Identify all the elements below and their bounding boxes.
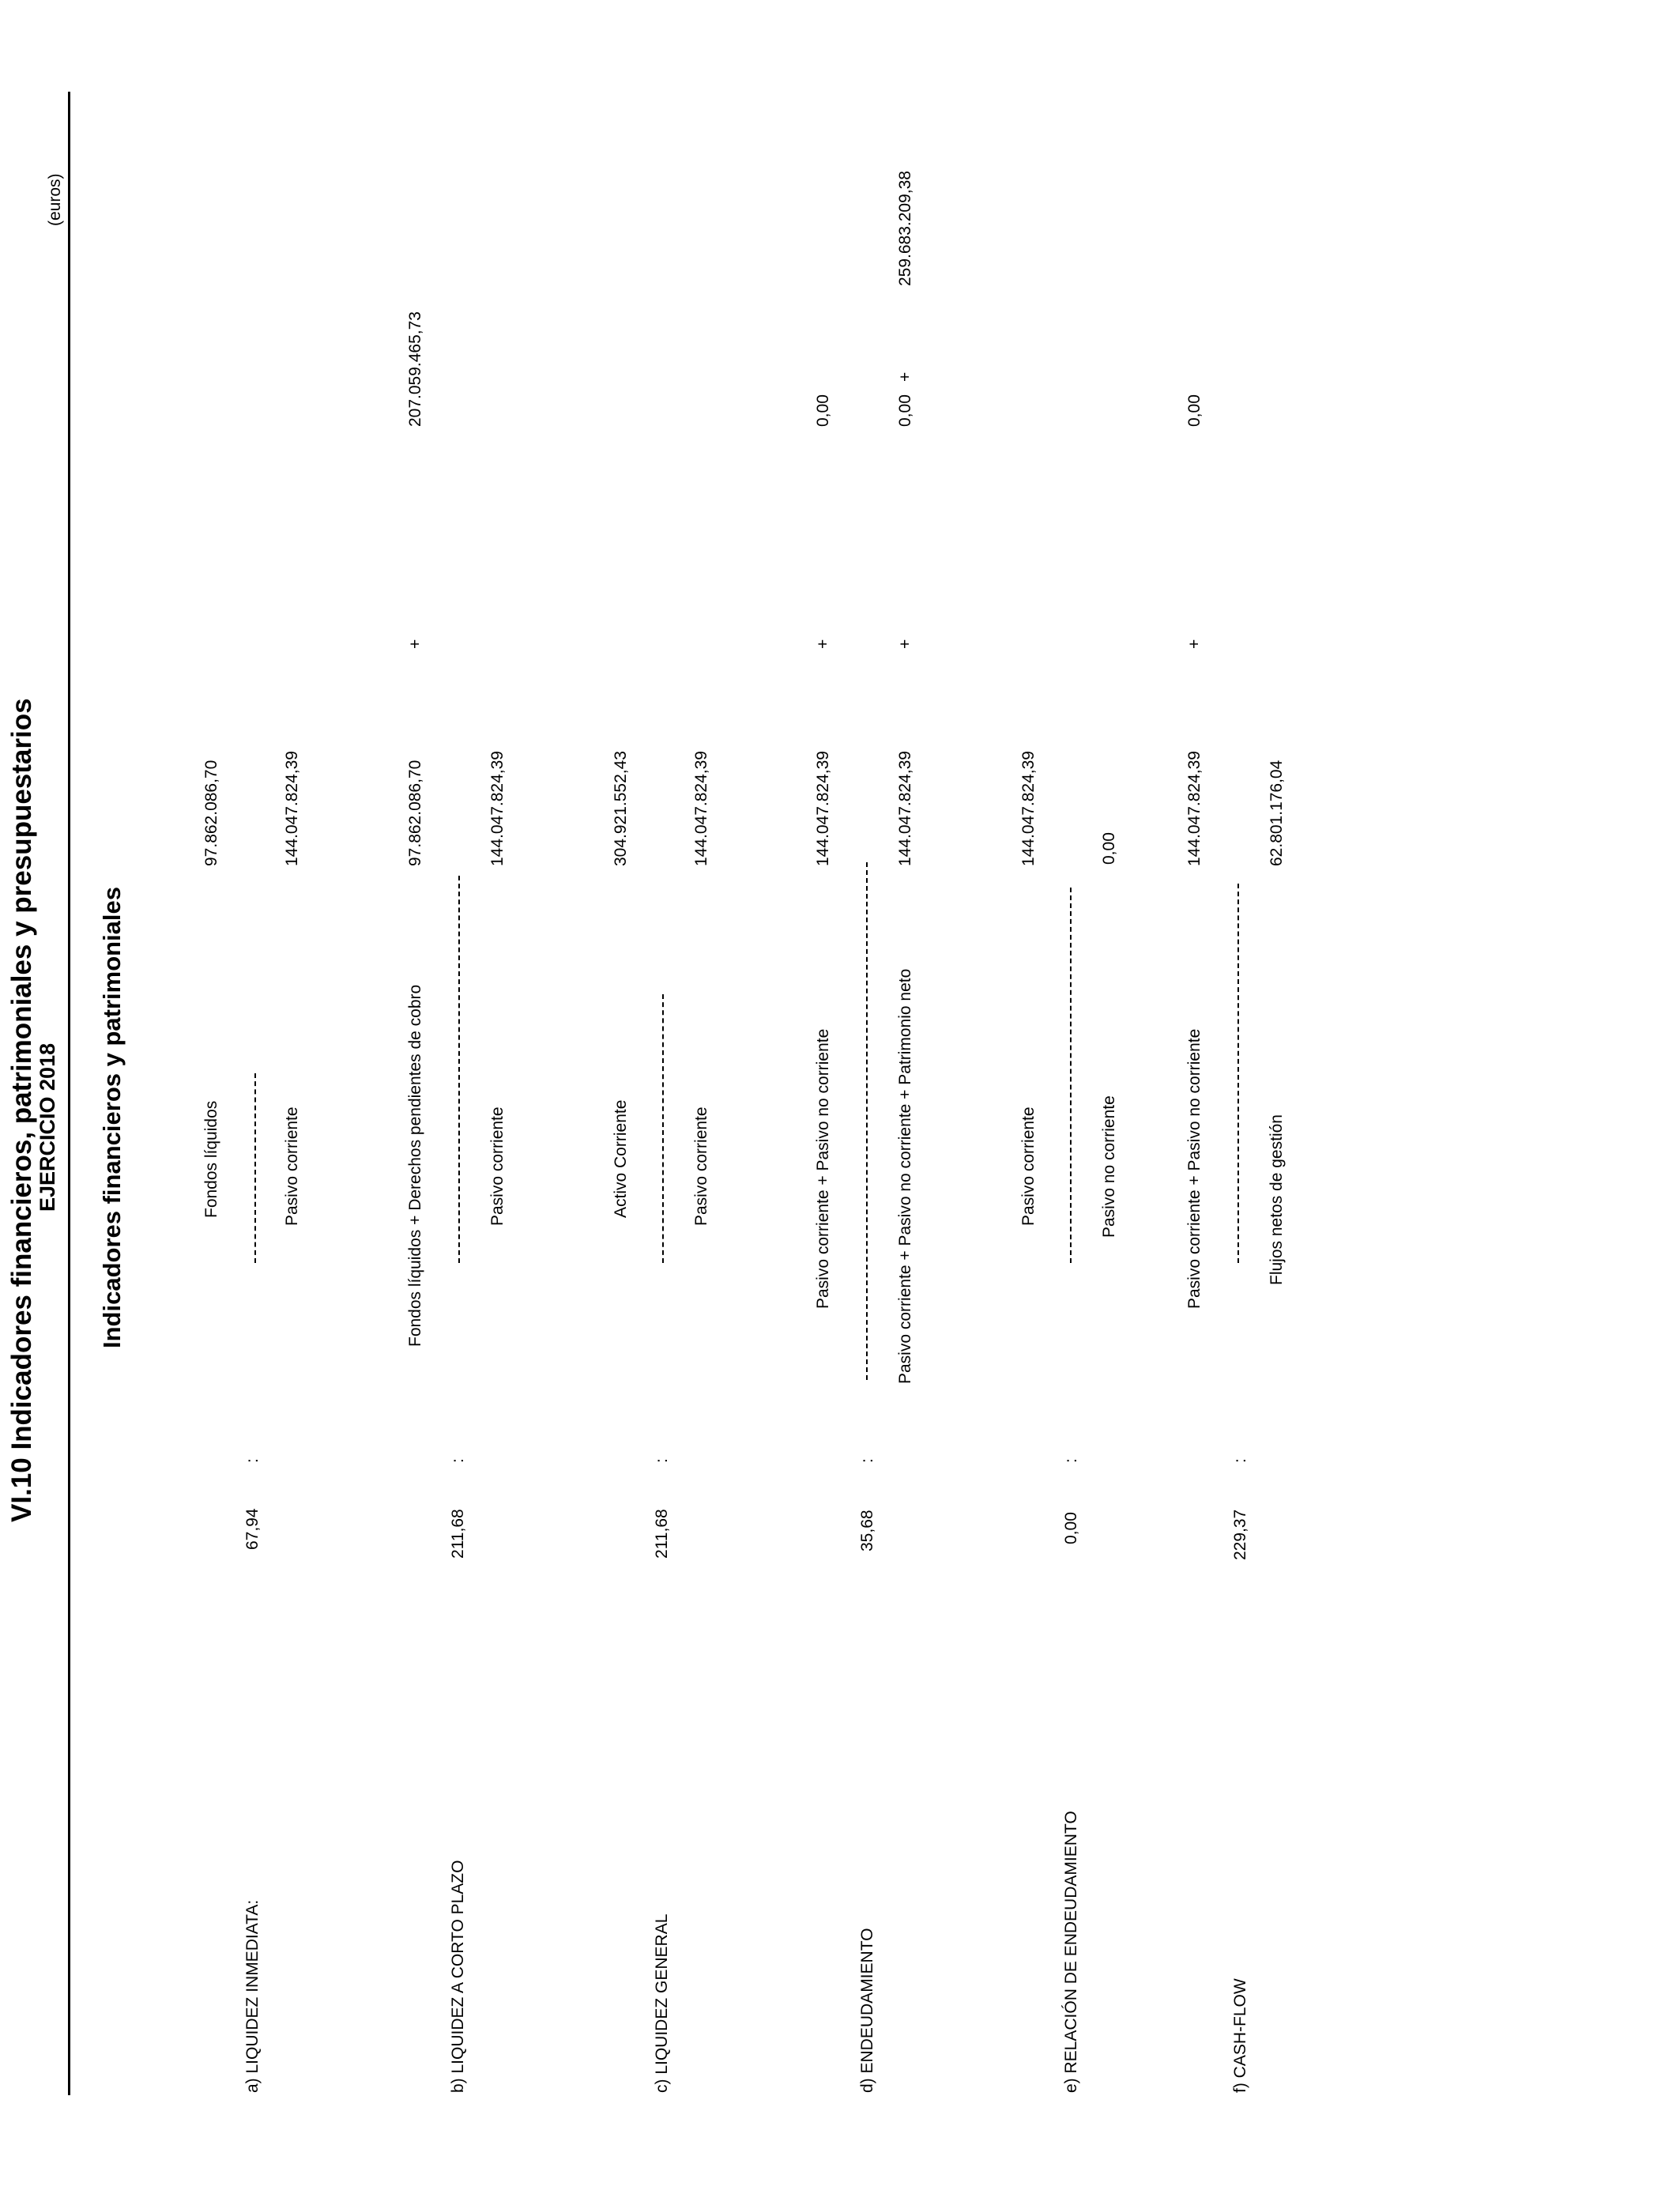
numerator-text: Fondos líquidos + Derechos pendientes de cobro <box>406 984 424 1347</box>
fraction-line <box>254 1073 256 1263</box>
indicator-value: 211,68 <box>653 1509 671 1559</box>
plus-sign: + <box>406 639 424 649</box>
plus-sign: + <box>1185 639 1203 649</box>
denominator-text: Pasivo corriente + Pasivo no corriente + Patrimonio neto <box>896 968 914 1384</box>
header-rule <box>68 92 70 2095</box>
denominator-amount: 144.047.824,39 <box>283 751 301 866</box>
plus-sign: + <box>814 639 832 649</box>
denominator-text: Flujos netos de gestión <box>1268 1114 1286 1285</box>
denominator-amount: 259.683.209,38 <box>896 171 914 286</box>
denominator-text: Pasivo corriente <box>692 1106 710 1226</box>
fraction-line <box>662 994 664 1263</box>
indicator-value: 67,94 <box>243 1508 262 1550</box>
indicator-value: 211,68 <box>449 1509 467 1559</box>
denominator-text: Pasivo corriente <box>283 1106 301 1226</box>
numerator-text: Pasivo corriente + Pasivo no corriente <box>1185 1028 1203 1309</box>
denominator-amount: 144.047.824,39 <box>488 751 507 866</box>
indicator-colon: : <box>1062 1458 1080 1463</box>
fraction-line <box>458 876 460 1263</box>
numerator-amount: 97.862.086,70 <box>202 760 220 866</box>
numerator-text: Pasivo corriente <box>1019 1106 1038 1226</box>
denominator-text: Pasivo no corriente <box>1100 1095 1118 1238</box>
denominator-amount: 144.047.824,39 <box>692 751 710 866</box>
denominator-amount: 0,00 <box>896 394 914 427</box>
indicator-value: 0,00 <box>1062 1512 1080 1544</box>
plus-sign: + <box>896 371 914 382</box>
indicator-label: f) CASH-FLOW <box>1231 1978 1249 2093</box>
numerator-amount: 97.862.086,70 <box>406 760 424 866</box>
numerator-amount: 144.047.824,39 <box>1019 751 1038 866</box>
numerator-amount: 207.059.465,73 <box>406 311 424 427</box>
denominator-amount: 144.047.824,39 <box>896 751 914 866</box>
indicator-label: b) LIQUIDEZ A CORTO PLAZO <box>449 1860 467 2093</box>
numerator-text: Fondos líquidos <box>202 1100 220 1218</box>
numerator-amount: 144.047.824,39 <box>814 751 832 866</box>
indicator-colon: : <box>653 1458 671 1463</box>
fraction-line <box>1237 884 1239 1263</box>
numerator-text: Activo Corriente <box>612 1099 630 1218</box>
indicator-label: a) LIQUIDEZ INMEDIATA: <box>243 1899 262 2093</box>
denominator-amount: 62.801.176,04 <box>1268 760 1286 866</box>
numerator-text: Pasivo corriente + Pasivo no corriente <box>814 1028 832 1309</box>
denominator-text: Pasivo corriente <box>488 1106 507 1226</box>
indicator-label: c) LIQUIDEZ GENERAL <box>653 1913 671 2093</box>
indicator-colon: : <box>858 1458 876 1463</box>
numerator-amount: 144.047.824,39 <box>1185 751 1203 866</box>
numerator-amount: 0,00 <box>814 394 832 427</box>
indicator-colon: : <box>449 1458 467 1463</box>
numerator-amount: 304.921.552,43 <box>612 751 630 866</box>
indicator-value: 229,37 <box>1231 1509 1249 1560</box>
section-title: Indicadores financieros y patrimoniales <box>98 886 126 1348</box>
fraction-line <box>1070 888 1072 1263</box>
indicator-value: 35,68 <box>858 1510 876 1551</box>
page-title: VI.10 Indicadores financieros, patrimoniales y presupuestarios <box>6 698 37 1522</box>
indicator-colon: : <box>243 1458 262 1463</box>
indicator-label: e) RELACIÓN DE ENDEUDAMIENTO <box>1062 1811 1080 2093</box>
fraction-line <box>866 862 868 1380</box>
plus-sign: + <box>896 639 914 649</box>
numerator-amount: 0,00 <box>1185 394 1203 427</box>
units-label: (euros) <box>46 173 64 226</box>
indicator-colon: : <box>1231 1458 1249 1463</box>
page-subtitle: EJERCICIO 2018 <box>36 1042 59 1212</box>
indicator-label: d) ENDEUDAMIENTO <box>858 1928 876 2093</box>
denominator-amount: 0,00 <box>1100 832 1118 865</box>
